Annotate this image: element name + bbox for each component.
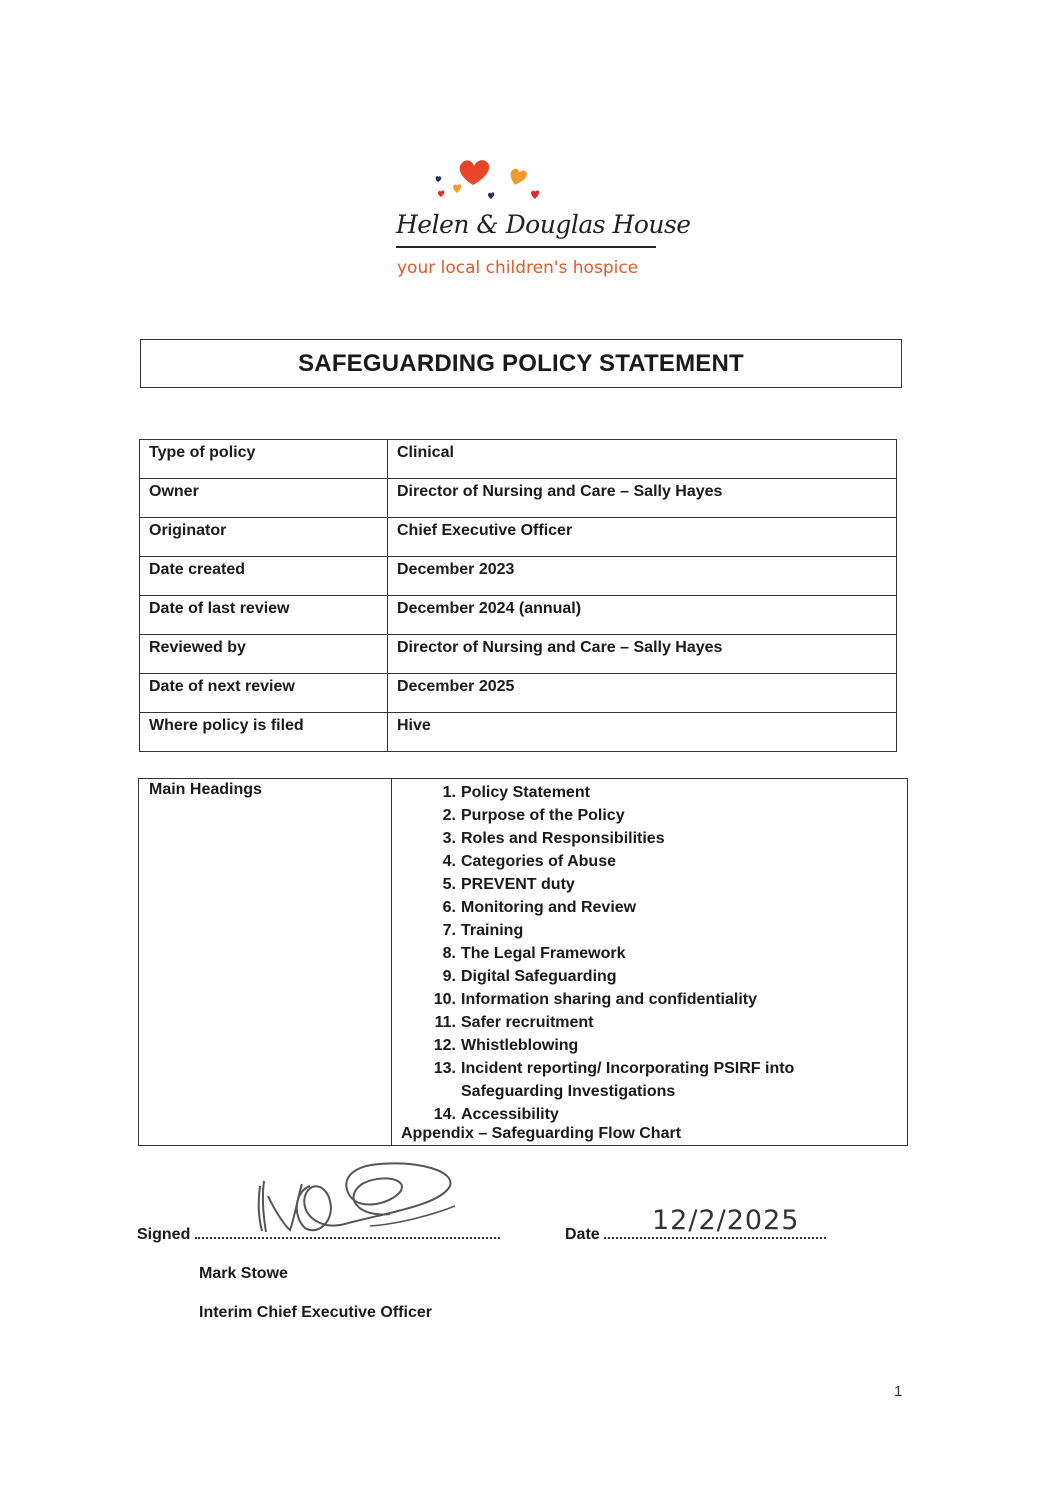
heading-text: Training (461, 922, 524, 939)
signatory-name: Mark Stowe (199, 1265, 288, 1282)
main-headings-label: Main Headings (139, 779, 392, 1145)
heading-number: 11. (434, 1014, 456, 1031)
policy-info-value: Chief Executive Officer (388, 518, 897, 557)
signatory-role: Interim Chief Executive Officer (199, 1304, 432, 1321)
heading-text: Incident reporting/ Incorporating PSIRF into (461, 1060, 795, 1077)
policy-info-row (140, 674, 897, 713)
heading-list-item (430, 1011, 794, 1034)
heading-text: Roles and Responsibilities (461, 830, 665, 847)
policy-info-row (140, 518, 897, 557)
handwritten-signature (250, 1156, 470, 1246)
heading-list-item (430, 804, 794, 827)
heading-list-item (430, 1103, 794, 1126)
heading-number: 5. (442, 876, 456, 893)
heading-list-item (430, 873, 794, 896)
policy-info-label: Where policy is filed (140, 713, 388, 752)
logo-underline (396, 246, 656, 248)
heading-number: 6. (442, 899, 456, 916)
policy-info-row (140, 635, 897, 674)
appendix-heading: Appendix – Safeguarding Flow Chart (401, 1125, 682, 1142)
heading-number: 1. (442, 784, 456, 801)
policy-info-value: Director of Nursing and Care – Sally Hayes (388, 479, 897, 518)
heading-text: Purpose of the Policy (461, 807, 625, 824)
heading-list-item (430, 1057, 794, 1103)
policy-info-row (140, 557, 897, 596)
heading-text-continuation: Safeguarding Investigations (461, 1083, 676, 1100)
heading-text: Whistleblowing (461, 1037, 579, 1054)
organisation-logo (380, 155, 691, 290)
heading-number: 12. (433, 1037, 456, 1054)
heading-list-item (430, 827, 794, 850)
document-title: SAFEGUARDING POLICY STATEMENT (140, 339, 902, 388)
heading-number: 13. (433, 1060, 456, 1077)
heading-list-item (430, 781, 794, 804)
policy-info-value: December 2023 (388, 557, 897, 596)
heading-list-item (430, 1034, 794, 1057)
heading-list-item (430, 942, 794, 965)
heading-list-item (430, 896, 794, 919)
heading-text: Policy Statement (461, 784, 590, 801)
heading-number: 3. (442, 830, 456, 847)
heading-text: Categories of Abuse (461, 853, 616, 870)
heading-list-item (430, 988, 794, 1011)
policy-info-label: Reviewed by (140, 635, 388, 674)
heading-number: 7. (442, 922, 456, 939)
heading-text: Accessibility (461, 1106, 559, 1123)
policy-info-value: Hive (388, 713, 897, 752)
logo-wordmark: Helen & Douglas House (396, 210, 691, 239)
date-label: Date (565, 1226, 600, 1243)
heading-number: 4. (442, 853, 456, 870)
heading-number: 14. (433, 1106, 456, 1123)
policy-info-label: Owner (140, 479, 388, 518)
policy-info-table (139, 439, 897, 752)
heading-list-item (430, 965, 794, 988)
heading-list-item (430, 850, 794, 873)
policy-info-row (140, 596, 897, 635)
heading-number: 2. (442, 807, 456, 824)
heading-number: 9. (442, 968, 456, 985)
main-headings-list-cell (392, 779, 907, 1145)
page-number: 1 (894, 1383, 903, 1400)
policy-info-label: Originator (140, 518, 388, 557)
heading-text: The Legal Framework (461, 945, 626, 962)
policy-info-label: Type of policy (140, 440, 388, 479)
signed-label: Signed (137, 1226, 191, 1243)
heading-text: Safer recruitment (461, 1014, 594, 1031)
logo-tagline: your local children's hospice (397, 258, 639, 278)
policy-info-row (140, 440, 897, 479)
heading-list-item (430, 919, 794, 942)
policy-info-label: Date created (140, 557, 388, 596)
main-headings-table (138, 778, 908, 1146)
heading-text: Information sharing and confidentiality (461, 991, 758, 1008)
policy-info-row (140, 479, 897, 518)
heading-number: 8. (442, 945, 456, 962)
policy-info-label: Date of next review (140, 674, 388, 713)
heading-text: Digital Safeguarding (461, 968, 617, 985)
policy-info-value: Clinical (388, 440, 897, 479)
heading-text: PREVENT duty (461, 876, 575, 893)
policy-info-value: Director of Nursing and Care – Sally Hayes (388, 635, 897, 674)
policy-info-value: December 2025 (388, 674, 897, 713)
policy-info-value: December 2024 (annual) (388, 596, 897, 635)
heading-text: Monitoring and Review (461, 899, 637, 916)
heading-number: 10. (433, 991, 456, 1008)
policy-info-row (140, 713, 897, 752)
main-headings-list (430, 781, 794, 1126)
hearts-icon (380, 155, 680, 215)
policy-info-label: Date of last review (140, 596, 388, 635)
handwritten-date: 12/2/2025 (652, 1205, 800, 1236)
